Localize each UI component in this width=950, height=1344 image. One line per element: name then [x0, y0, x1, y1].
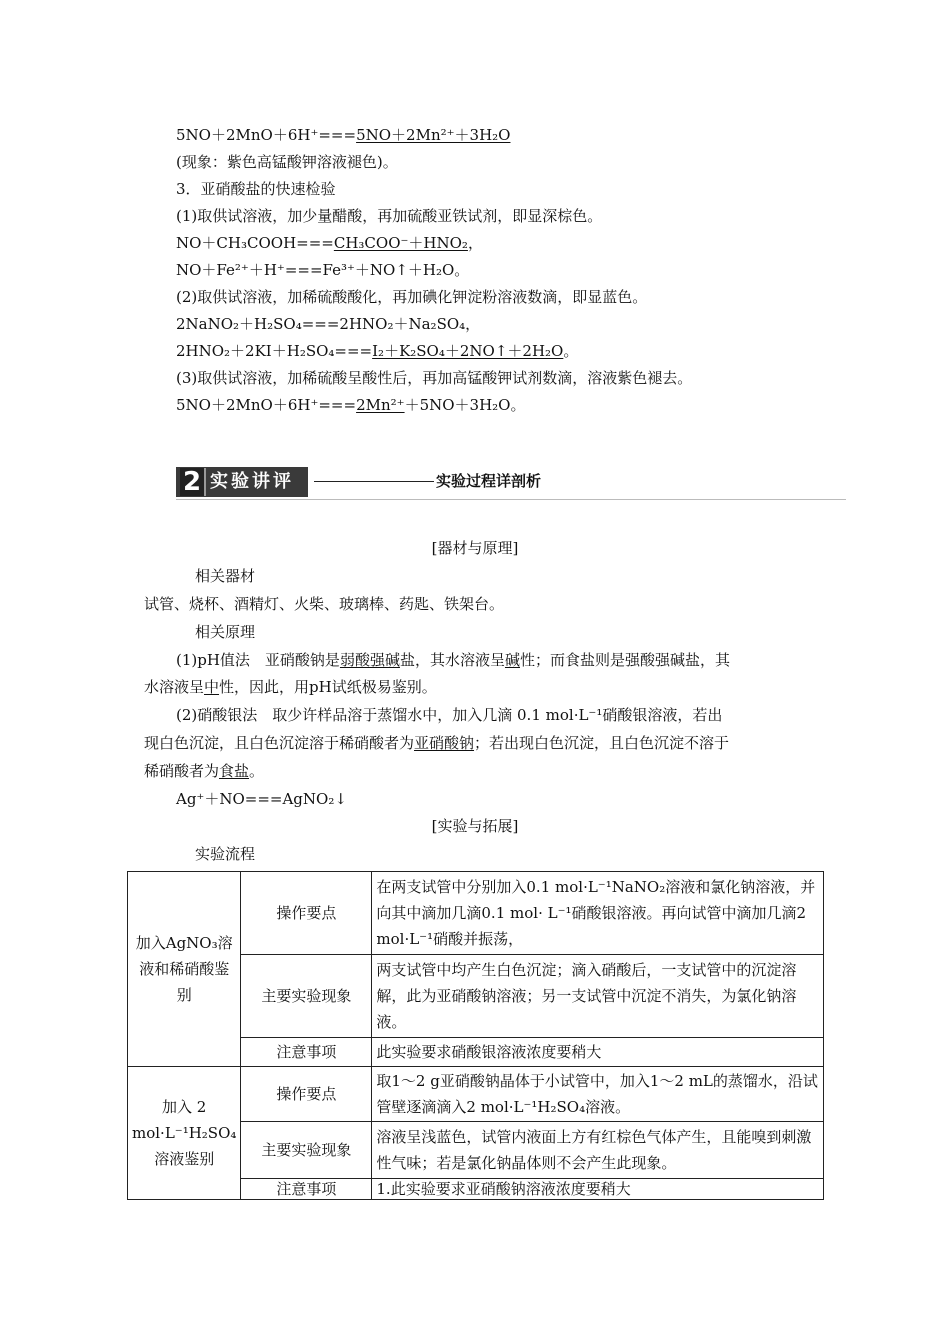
group-cell: 加入 2 mol·L⁻¹H₂SO₄溶液鉴别 — [128, 1067, 241, 1200]
section-number: 2 — [180, 468, 206, 496]
text-line: 实验流程 — [195, 845, 256, 863]
row-key: 操作要点 — [241, 872, 372, 955]
section-rule — [176, 499, 846, 500]
equation-answer: 5NO＋2Mn²⁺＋3H₂O — [356, 126, 511, 144]
row-value: 此实验要求硝酸银溶液浓度要稍大 — [372, 1038, 824, 1067]
text-span: 现白色沉淀，且白色沉淀溶于稀硝酸者为 — [144, 734, 415, 752]
subheading: [器材与原理] — [431, 539, 519, 557]
row-key: 主要实验现象 — [241, 1122, 372, 1179]
text-span: 水溶液呈 — [144, 678, 205, 696]
text-span: 。 — [249, 762, 265, 780]
equation-text: 5NO＋2MnO＋6H⁺=== — [176, 396, 357, 414]
text-line: (3)取供试溶液，加稀硫酸呈酸性后，再加高锰酸钾试剂数滴，溶液紫色褪去。 — [176, 369, 693, 387]
equation-text: 5NO＋2MnO＋6H⁺=== — [176, 126, 357, 144]
equation-answer: I₂＋K₂SO₄＋2NO↑＋2H₂O — [372, 342, 564, 360]
paragraph-line — [144, 677, 437, 697]
subheading: [实验与拓展] — [431, 817, 519, 835]
section-badge — [176, 467, 308, 497]
row-value: 溶液呈浅蓝色，试管内液面上方有红棕色气体产生，且能嗅到刺激性气味；若是氯化钠晶体则不会产生此现象。 — [372, 1122, 824, 1179]
text-line: 相关器材 — [195, 567, 256, 585]
equation-text: 。 — [563, 342, 579, 360]
row-value: 两支试管中均产生白色沉淀；滴入硝酸后，一支试管中的沉淀溶解，此为亚硝酸钠溶液；另一支试管中沉淀不消失，为氯化钠溶液。 — [372, 955, 824, 1038]
text-span: 性；而食盐则是强酸强碱盐，其 — [519, 651, 730, 669]
equation-line — [176, 395, 525, 415]
paragraph-line — [144, 733, 729, 753]
equation-text: 2HNO₂＋2KI＋H₂SO₄=== — [176, 342, 373, 360]
equation-answer: 2Mn²⁺ — [356, 396, 405, 414]
section-title: 实验讲评 — [210, 471, 294, 492]
equation-answer: CH₃COO⁻＋HNO₂ — [333, 234, 468, 252]
answer-span: 亚硝酸钠 — [414, 734, 475, 752]
table-row — [128, 872, 824, 955]
equation-line — [176, 233, 483, 253]
equation-line: 2NaNO₂＋H₂SO₄===2HNO₂＋Na₂SO₄， — [176, 315, 481, 333]
row-key: 注意事项 — [241, 1179, 372, 1200]
text-span: 性，因此，用pH试纸极易鉴别。 — [219, 678, 437, 696]
row-key: 主要实验现象 — [241, 955, 372, 1038]
answer-span: 食盐 — [219, 762, 250, 780]
text-span: (1)pH值法 亚硝酸钠是 — [176, 651, 340, 669]
equation-text: ＋5NO＋3H₂O。 — [404, 396, 526, 414]
row-key: 操作要点 — [241, 1067, 372, 1122]
text-line: 相关原理 — [195, 623, 256, 641]
text-line: 试管、烧杯、酒精灯、火柴、玻璃棒、药匙、铁架台。 — [144, 595, 505, 613]
paragraph-line — [176, 650, 730, 670]
section-subtitle: 实验过程详剖析 — [436, 472, 542, 490]
text-span: 稀硝酸者为 — [144, 762, 220, 780]
equation-line: Ag⁺＋NO===AgNO₂↓ — [176, 790, 347, 808]
equation-text: NO＋CH₃COOH=== — [176, 234, 334, 252]
row-value: 1.此实验要求亚硝酸钠溶液浓度要稍大 — [372, 1179, 824, 1200]
table-row — [128, 1067, 824, 1122]
paragraph-line: (2)硝酸银法 取少许样品溶于蒸馏水中，加入几滴 0.1 mol·L⁻¹硝酸银溶液，若出 — [176, 706, 723, 724]
text-line: (1)取供试溶液，加少量醋酸，再加硫酸亚铁试剂，即显深棕色。 — [176, 207, 603, 225]
row-value: 取1～2 g亚硝酸钠晶体于小试管中，加入1～2 mL的蒸馏水，沿试管壁逐滴滴入2 mol·L⁻¹H₂SO₄溶液。 — [372, 1067, 824, 1122]
row-key: 注意事项 — [241, 1038, 372, 1067]
text-line: (2)取供试溶液，加稀硫酸酸化，再加碘化钾淀粉溶液数滴，即显蓝色。 — [176, 288, 648, 306]
equation-line — [176, 125, 510, 145]
text-span: 盐，其水溶液呈 — [399, 651, 505, 669]
answer-span: 碱 — [504, 651, 520, 669]
answer-span: 弱酸强碱 — [339, 651, 400, 669]
row-value: 在两支试管中分别加入0.1 mol·L⁻¹NaNO₂溶液和氯化钠溶液，并向其中滴加几滴0.1 mol· L⁻¹硝酸银溶液。再向试管中滴加几滴2 mol·L⁻¹硝酸并振荡， — [372, 872, 824, 955]
equation-line: NO＋Fe²⁺＋H⁺===Fe³⁺＋NO↑＋H₂O。 — [176, 261, 470, 279]
group-cell: 加入AgNO₃溶液和稀硝酸鉴别 — [128, 872, 241, 1067]
text-span: ；若出现白色沉淀，且白色沉淀不溶于 — [474, 734, 730, 752]
equation-line — [176, 341, 578, 361]
section-divider — [314, 481, 434, 482]
equation-text: ， — [467, 234, 483, 252]
paragraph-line — [144, 761, 264, 781]
procedure-table — [127, 871, 824, 1200]
text-line: (现象：紫色高锰酸钾溶液褪色)。 — [176, 153, 398, 171]
text-line: 3．亚硝酸盐的快速检验 — [176, 180, 336, 198]
answer-span: 中 — [204, 678, 220, 696]
section-header — [176, 465, 846, 501]
